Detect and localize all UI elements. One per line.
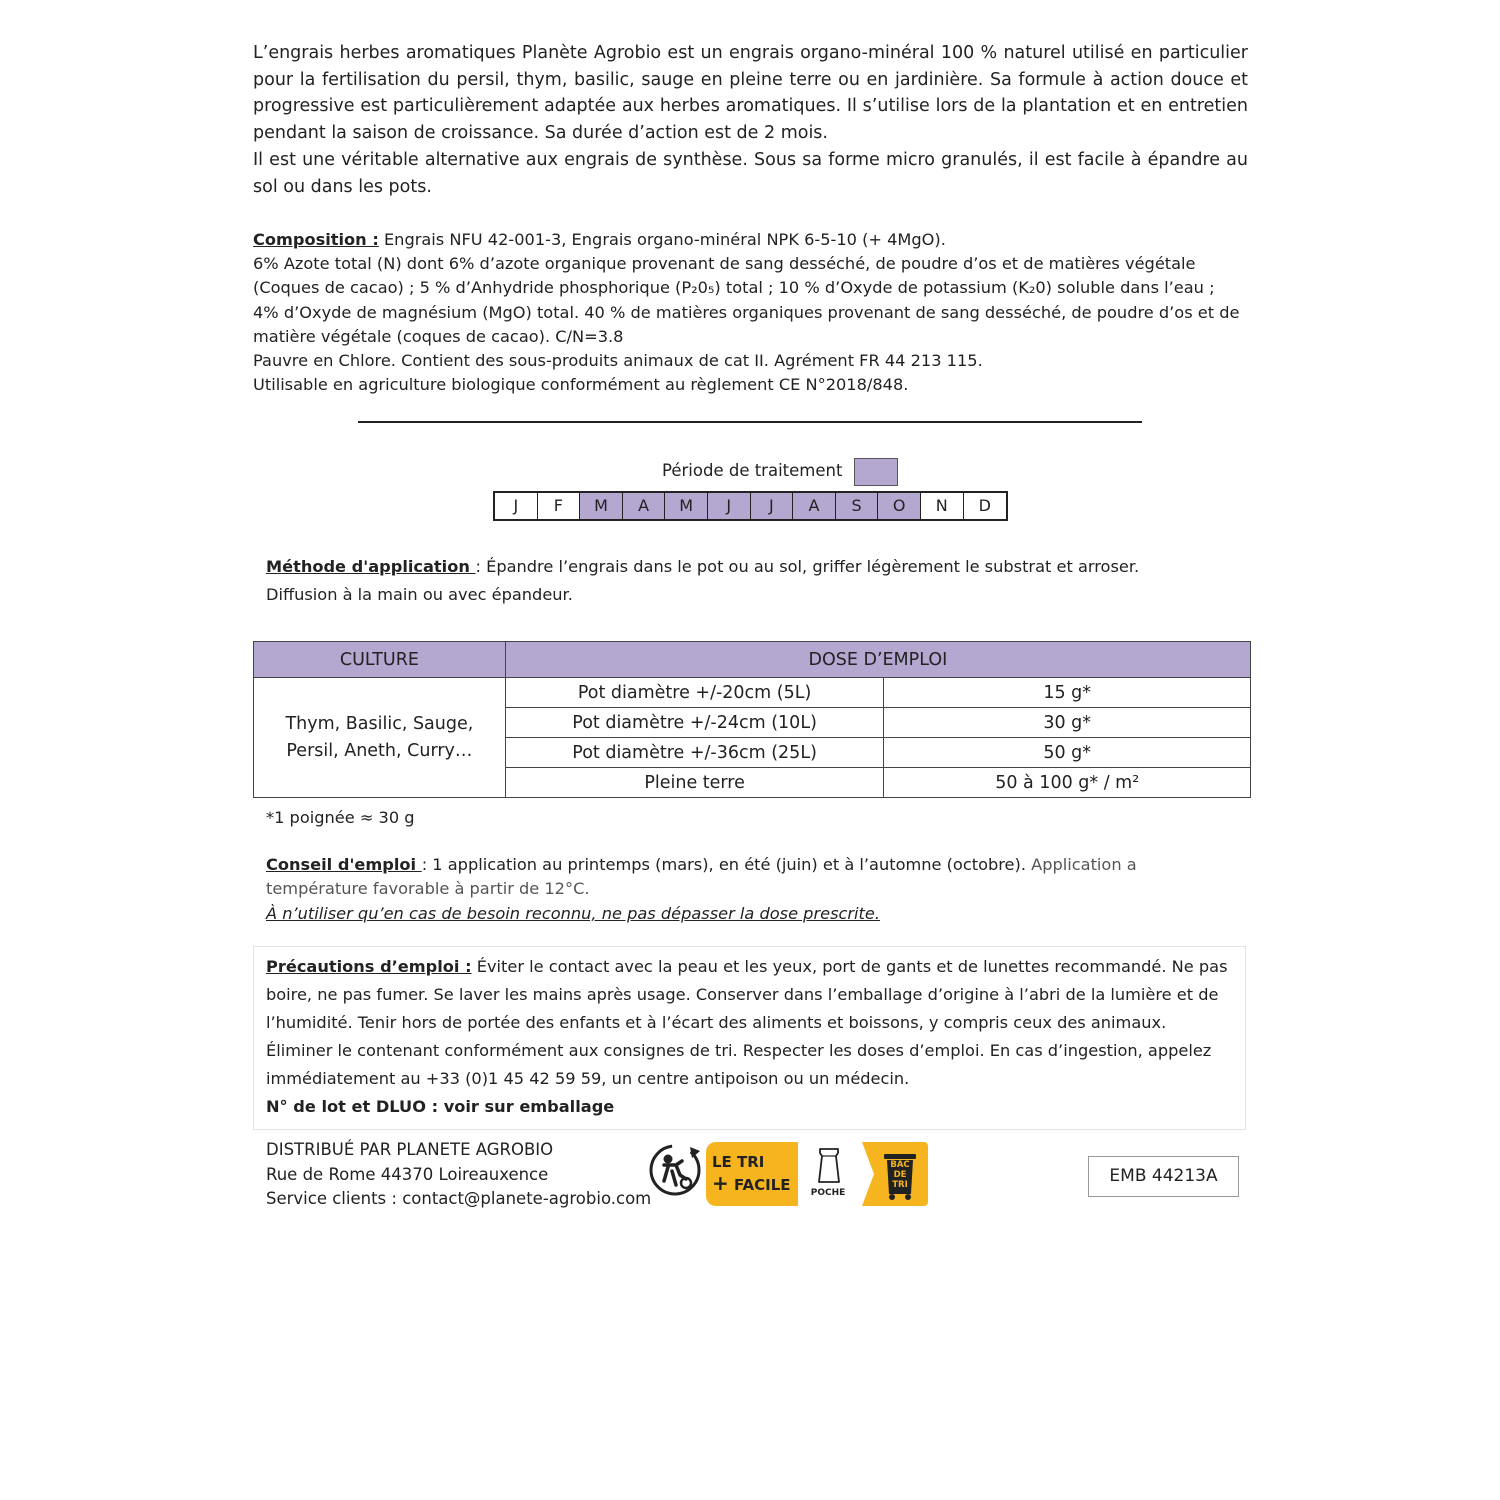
bin-label-1: BAC xyxy=(890,1160,910,1170)
method-text: : Épandre l’engrais dans le pot ou au sol, griffer légèrement le substrat et arroser. xyxy=(475,557,1140,576)
month-cell: J xyxy=(708,493,751,519)
triman-icon xyxy=(646,1141,704,1199)
bin-label-2: DE xyxy=(893,1170,907,1180)
dose-cell: 30 g* xyxy=(884,708,1251,738)
arrow-right-icon xyxy=(858,1142,874,1206)
composition-line-3: Pauvre en Chlore. Contient des sous-produits animaux de cat II. Agrément FR 44 213 115. xyxy=(253,351,983,371)
dose-cell: 50 g* xyxy=(884,738,1251,768)
month-cell: F xyxy=(538,493,581,519)
dose-cell: 50 à 100 g* / m² xyxy=(884,768,1251,798)
precautions-label: Précautions d’emploi : xyxy=(266,957,472,976)
pot-cell: Pot diamètre +/-20cm (5L) xyxy=(505,678,884,708)
divider-line xyxy=(358,421,1142,423)
pot-cell: Pot diamètre +/-36cm (25L) xyxy=(505,738,884,768)
composition-section xyxy=(253,228,1243,397)
lot-info: N° de lot et DLUO : voir sur emballage xyxy=(266,1097,615,1116)
distributor-line-1: DISTRIBUÉ PAR PLANETE AGROBIO xyxy=(266,1140,554,1159)
dose-table xyxy=(253,641,1251,798)
emb-code: EMB 44213A xyxy=(1088,1156,1239,1197)
tri-line-1: LE TRI xyxy=(712,1153,765,1171)
poche-label: POCHE xyxy=(810,1188,846,1198)
conseil-label: Conseil d'emploi xyxy=(266,855,422,874)
distributor-block xyxy=(266,1138,651,1212)
method-line-2: Diffusion à la main ou avec épandeur. xyxy=(266,585,573,604)
conseil-warning: À n’utiliser qu’en cas de besoin reconnu, ne pas dépasser la dose prescrite. xyxy=(266,903,881,923)
month-cell: J xyxy=(751,493,794,519)
month-cell: D xyxy=(978,496,991,515)
conseil-text-grey: Application a température favorable à partir de 12°C. xyxy=(266,855,1137,899)
tri-label xyxy=(712,1152,791,1196)
precautions-box xyxy=(253,946,1246,1130)
bin-label-3: TRI xyxy=(892,1180,908,1190)
culture-cell xyxy=(254,678,506,798)
month-cell: A xyxy=(623,493,666,519)
poche-panel xyxy=(798,1142,858,1206)
distributor-line-3: Service clients : contact@planete-agrobio.com xyxy=(266,1189,652,1208)
composition-line-4: Utilisable en agriculture biologique conformément au règlement CE N°2018/848. xyxy=(253,375,909,395)
culture-line-2: Persil, Aneth, Curry… xyxy=(286,740,473,761)
tri-line-2: FACILE xyxy=(728,1176,791,1194)
conseil-section xyxy=(266,853,1226,926)
composition-line-1: Engrais NFU 42-001-3, Engrais organo-minéral NPK 6-5-10 (+ 4MgO). xyxy=(378,230,946,249)
culture-line-1: Thym, Basilic, Sauge, xyxy=(285,713,474,734)
distributor-line-2: Rue de Rome 44370 Loireauxence xyxy=(266,1164,549,1184)
conseil-text: : 1 application au printemps (mars), en été (juin) et à l’automne (octobre). xyxy=(421,855,1026,874)
pot-cell: Pleine terre xyxy=(505,768,884,798)
month-cell: M xyxy=(580,493,623,519)
footnote: *1 poignée ≈ 30 g xyxy=(266,808,415,827)
intro-paragraph-2: Il est une véritable alternative aux engrais de synthèse. Sous sa forme micro granulés, il est facile à épandre au sol ou dans les pots. xyxy=(253,149,1248,197)
period-color-swatch xyxy=(854,458,898,486)
composition-label: Composition : xyxy=(253,230,379,249)
period-label: Période de traitement xyxy=(662,461,843,480)
intro-paragraph-1: L’engrais herbes aromatiques Planète Agrobio est un engrais organo-minéral 100 % naturel utilisé en particulier pour la fertilisation du persil, thym, basilic, sauge en pleine terre ou en jardinière. Sa formule à action douce et progressive est particulièrement adaptée aux herbes aromatiques. Il s’utilise lors de la plantation et en entretien pendant la saison de croissance. Sa durée d’action est de 2 mois. xyxy=(253,43,1248,144)
month-calendar xyxy=(493,491,1008,521)
month-cell: S xyxy=(836,493,879,519)
month-cell: A xyxy=(793,493,836,519)
month-cell: J xyxy=(495,493,538,519)
plus-icon: + xyxy=(712,1171,729,1195)
table-header-row xyxy=(254,642,1251,678)
dose-cell: 15 g* xyxy=(884,678,1251,708)
precautions-text: Éviter le contact avec la peau et les yeux, port de gants et de lunettes recommandé. Ne pas boire, ne pas fumer. Se laver les mains après usage. Conserver dans l’emballage d’origine à l’abri de la lumière et de l’humidité. Tenir hors de portée des enfants et à l’écart des aliments et boissons, y compris ceux des animaux. Éliminer le contenant conformément aux consignes de tri. Respecter les doses d’emploi. En cas d’ingestion, appelez immédiatement au +33 (0)1 45 42 59 59, un centre antipoison ou un médecin. xyxy=(266,957,1228,1088)
header-dose: DOSE D’EMPLOI xyxy=(505,642,1250,678)
header-culture: CULTURE xyxy=(254,642,506,678)
composition-line-2: 6% Azote total (N) dont 6% d’azote organique provenant de sang desséché, de poudre d’os et de matières végétale (Coques de cacao) ; 5 % d’Anhydride phosphorique (P₂0₅) total ; 10 % d’Oxyde de potassium (K₂0) soluble dans l’eau ; 4% d’Oxyde de magnésium (MgO) total. 40 % de matières organiques provenant de sang desséché, de poudre d’os et de matière végétale (coques de cacao). C/N=3.8 xyxy=(253,254,1240,346)
intro-text xyxy=(253,40,1248,200)
bin-label xyxy=(878,1160,922,1190)
pot-cell: Pot diamètre +/-24cm (10L) xyxy=(505,708,884,738)
month-cell: N xyxy=(921,493,964,519)
method-label: Méthode d'application xyxy=(266,557,476,576)
month-cell: O xyxy=(878,493,921,519)
pouch-icon xyxy=(814,1146,844,1186)
tri-badge xyxy=(706,1142,928,1206)
month-cell: M xyxy=(665,493,708,519)
table-row xyxy=(254,678,1251,708)
method-section xyxy=(266,553,1256,609)
